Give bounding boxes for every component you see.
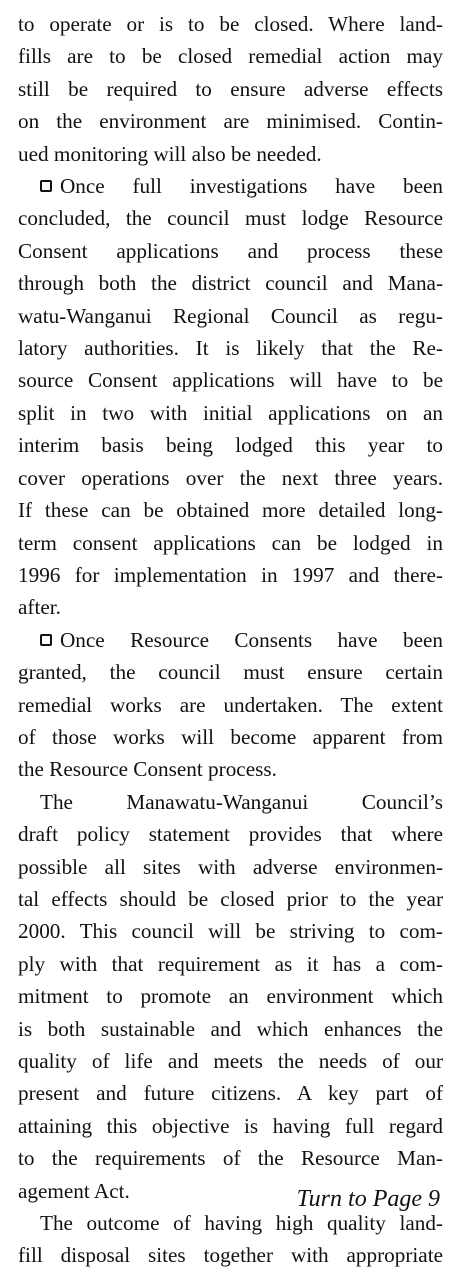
text-line: present and future citizens. A key part of (18, 1081, 443, 1106)
text-line: attaining this objective is having full regard (18, 1113, 443, 1138)
text-line: agement Act. (18, 1178, 130, 1203)
article-column (18, 8, 443, 1272)
text-line: is both sustainable and which enhances the (18, 1016, 443, 1041)
text-line: Once full investigations have been (60, 174, 443, 199)
text-line: watu-Wanganui Regional Council as regu- (18, 303, 443, 328)
text-line: granted, the council must ensure certain (18, 660, 443, 685)
text-line: remedial works are undertaken. The extent (18, 692, 443, 717)
paragraph-policy-statement (18, 786, 443, 1207)
checkbox-bullet-icon (40, 180, 52, 192)
text-line: interim basis being lodged this year to (18, 433, 443, 458)
text-line: term consent applications can be lodged in (18, 530, 443, 555)
continuation-note: Turn to Page 9 (296, 1186, 440, 1212)
text-line: Consent applications and process these (18, 238, 443, 263)
text-line: ued monitoring will also be needed. (18, 141, 322, 166)
text-line: on the environment are minimised. Contin- (18, 109, 443, 134)
text-line: latory authorities. It is likely that the Re- (18, 336, 443, 361)
bullet-paragraph-resource-consents (18, 624, 443, 786)
text-line: through both the district council and Mana- (18, 271, 443, 296)
text-line: draft policy statement provides that where (18, 822, 443, 847)
text-line: fills are to be closed remedial action may (18, 44, 443, 69)
text-line: The outcome of having high quality land- (40, 1211, 443, 1236)
text-line: mitment to promote an environment which (18, 984, 443, 1009)
text-line: cover operations over the next three years. (18, 465, 443, 490)
text-line: 2000. This council will be striving to com- (18, 919, 443, 944)
text-line: after. (18, 595, 61, 620)
text-line: ply with that requirement as it has a com- (18, 951, 443, 976)
text-line: to the requirements of the Resource Man- (18, 1146, 443, 1171)
text-line: If these can be obtained more detailed long- (18, 498, 443, 523)
text-line: tal effects should be closed prior to the year (18, 886, 443, 911)
checkbox-bullet-icon (40, 634, 52, 646)
paragraph-landfill-closure (18, 8, 443, 170)
text-line: possible all sites with adverse environmen- (18, 854, 443, 879)
text-line: concluded, the council must lodge Resource (18, 206, 443, 231)
text-line: source Consent applications will have to be (18, 368, 443, 393)
text-line: 1996 for implementation in 1997 and there- (18, 562, 443, 587)
paragraph-outcome (18, 1207, 443, 1272)
text-line: quality of life and meets the needs of our (18, 1049, 443, 1073)
text-line: of those works will become apparent from (18, 724, 443, 749)
text-line: the Resource Consent process. (18, 757, 277, 782)
bullet-paragraph-investigations (18, 170, 443, 624)
text-line-with-bullet (18, 624, 443, 656)
text-line: still be required to ensure adverse effects (18, 76, 443, 101)
text-line: Once Resource Consents have been (60, 627, 443, 652)
text-line: to operate or is to be closed. Where land- (18, 12, 443, 36)
text-line: fill disposal sites together with appropriate (18, 1243, 443, 1268)
text-line: split in two with initial applications on an (18, 400, 443, 425)
text-line: The Manawatu-Wanganui Council’s (40, 789, 443, 814)
text-line-with-bullet (18, 170, 443, 202)
